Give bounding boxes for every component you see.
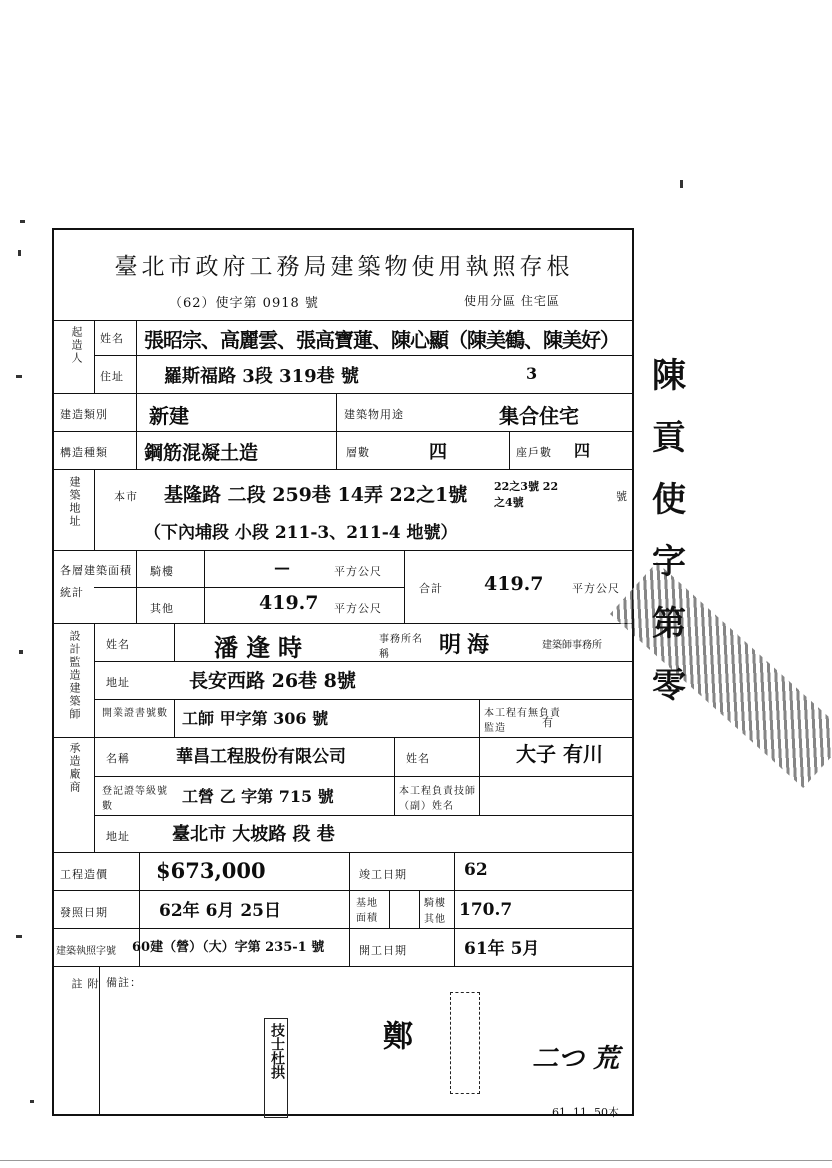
start-value: 61年 5月 (464, 939, 540, 959)
row-divider (54, 852, 634, 853)
office-suffix: 建築師事務所 (542, 640, 602, 651)
col-divider (174, 623, 175, 661)
architect-name-value: 潘逢時 (214, 633, 310, 662)
inspector-stamp (264, 1018, 288, 1118)
area-total-unit: 平方公尺 (572, 582, 620, 595)
col-divider (479, 737, 480, 815)
row-divider (94, 815, 634, 816)
col-divider (136, 320, 137, 393)
contractor-label: 承造廠商 (68, 742, 81, 794)
col-divider (94, 469, 95, 550)
row-divider (94, 661, 634, 662)
row-divider (54, 966, 634, 967)
col-divider (136, 550, 137, 623)
col-divider (94, 320, 95, 393)
col-divider (479, 699, 480, 737)
tech-label: 本工程負責技師（副）姓名 (399, 786, 476, 812)
contractor-address-label: 地址 (106, 830, 130, 843)
side-char: 第 (652, 604, 686, 644)
cert-label: 登記證等級號數 (102, 786, 168, 812)
architect-address-label: 地址 (106, 676, 130, 689)
site-area-label: 基地面積 (356, 898, 378, 924)
row-divider (54, 550, 634, 551)
applicant-address-label: 住址 (100, 370, 124, 383)
permit-ref-label: 建築執照字號 (56, 946, 116, 957)
arcade-label: 騎樓 (150, 565, 174, 578)
row-divider (54, 623, 634, 624)
applicant-name-label: 姓名 (100, 332, 124, 345)
col-divider (136, 393, 137, 469)
site-road: 基隆路 二段 259巷 14弄 22之1號 (164, 484, 468, 506)
col-divider (454, 852, 455, 966)
row-divider (94, 776, 634, 777)
side-char: 字 (652, 542, 686, 582)
license-value: 工師 甲字第 306 號 (182, 709, 329, 728)
col-divider (509, 431, 510, 469)
office-label: 事務所名稱 (379, 634, 423, 660)
scan-edge (0, 1160, 832, 1161)
area-label: 各層建築面積統計 (60, 564, 132, 599)
side-char: 貢 (652, 418, 686, 458)
scan-speck (680, 180, 683, 188)
remarks-label: 附註 (70, 978, 99, 1059)
start-label: 開工日期 (359, 944, 407, 957)
permit-number: （62）使字第 0918 號 (169, 296, 319, 311)
license-label: 開業證書號數 (102, 708, 168, 719)
cert-value: 工營 乙 字第 715 號 (182, 787, 334, 806)
area-other-value: 419.7 (259, 592, 319, 614)
site-extra: 22之3號 22之4號 (494, 480, 559, 509)
site-lot: （下內埔段 小段 211-3、211-4 地號） (144, 523, 458, 543)
floors-value: 四 (429, 442, 447, 463)
permit-ref-value: 60建（營）（大）字第 235-1 號 (132, 940, 325, 955)
row-divider (94, 587, 404, 588)
scan-speck (20, 220, 25, 223)
contractor-rep-label: 姓名 (406, 752, 430, 765)
row-divider (54, 393, 634, 394)
permit-stub-form (52, 228, 634, 1116)
scan-speck (16, 375, 22, 378)
structure-label: 構造種類 (60, 446, 108, 459)
architect-label: 設計監造建築師 (68, 630, 81, 721)
form-code: 61. 11. 50本 (552, 1106, 619, 1119)
issue-label: 發照日期 (60, 906, 108, 919)
applicant-address-unit: 3 (526, 364, 538, 383)
build-use-label: 建築物用途 (344, 408, 404, 421)
applicant-name-value: 張昭宗、高麗雲、張高寶蓮、陳心顯（陳美鶴、陳美好） (144, 328, 619, 352)
office-value: 明海 (439, 632, 496, 658)
contractor-name-value: 華昌工程股份有限公司 (176, 747, 346, 767)
row-divider (54, 928, 634, 929)
area-other-unit: 平方公尺 (334, 602, 382, 615)
applicant-label: 起造人 (70, 326, 83, 365)
side-char: 陳 (652, 356, 686, 396)
units-value: 四 (574, 441, 591, 460)
units-label: 座戶數 (516, 446, 552, 459)
col-divider (94, 623, 95, 852)
row-divider (54, 469, 634, 470)
side-char: 零 (652, 666, 686, 706)
official-seal: 鄭 (377, 1020, 412, 1050)
scan-smudge (610, 562, 832, 788)
area-other-label: 其他 (150, 602, 174, 615)
floors-label: 層數 (346, 446, 370, 459)
site-city: 本市 (114, 490, 138, 503)
notes-label: 備註： (106, 976, 142, 989)
adjacent-page-text (652, 345, 712, 717)
supervise-value: 有 (542, 716, 554, 729)
complete-label: 竣工日期 (359, 868, 407, 881)
site-suffix: 號 (616, 490, 628, 503)
area-total-label: 合計 (419, 582, 443, 595)
row-divider (54, 431, 634, 432)
row-divider (54, 890, 634, 891)
build-use-value: 集合住宅 (499, 404, 579, 428)
site-area-value: 170.7 (459, 900, 513, 920)
architect-name-label: 姓名 (106, 638, 130, 651)
side-char: 使 (652, 480, 686, 520)
issue-value: 62年 6月 25日 (159, 901, 281, 921)
structure-value: 鋼筋混凝土造 (144, 442, 259, 464)
scan-speck (30, 1100, 34, 1103)
contractor-address-value: 臺北市 大坡路 段 巷 (172, 824, 335, 845)
complete-value: 62 (464, 860, 488, 880)
contractor-name-label: 名稱 (106, 752, 130, 765)
col-divider (336, 393, 337, 431)
build-type-label: 建造類別 (60, 408, 108, 421)
col-divider (349, 852, 350, 966)
site-area-arcade: 騎樓 (424, 898, 446, 909)
approval-stamp (450, 992, 480, 1094)
form-title: 臺北市政府工務局建築物使用執照存根 (114, 254, 574, 280)
col-divider (174, 699, 175, 737)
cost-value: $673,000 (156, 858, 266, 883)
site-area-other: 其他 (424, 914, 446, 925)
site-address-label: 建築地址 (68, 476, 81, 528)
architect-address-value: 長安西路 26巷 8號 (189, 670, 356, 692)
area-total-value: 419.7 (484, 573, 544, 595)
scan-speck (19, 650, 23, 654)
contractor-rep-value: 大子 有川 (516, 742, 603, 766)
arcade-unit: 平方公尺 (334, 565, 382, 578)
col-divider (404, 550, 405, 623)
col-divider (394, 737, 395, 815)
col-divider (204, 550, 205, 623)
inspector-stamp-text: 技士杜拱 (269, 1023, 285, 1079)
scan-speck (18, 250, 21, 256)
col-divider (336, 431, 337, 469)
cost-label: 工程造價 (60, 868, 108, 881)
col-divider (419, 890, 420, 928)
supervise-label: 本工程有無負責監造 (484, 708, 561, 734)
scan-speck (16, 935, 22, 938)
row-divider (94, 355, 634, 356)
build-type-value: 新建 (149, 404, 189, 428)
row-divider (94, 699, 634, 700)
row-divider (54, 320, 634, 321)
col-divider (389, 890, 390, 928)
signature: 二つ 荒 (532, 1044, 620, 1074)
zoning: 使用分區 住宅區 (464, 294, 560, 308)
arcade-value: — (274, 558, 290, 577)
applicant-address-value: 羅斯福路 3段 319巷 號 (164, 366, 359, 387)
